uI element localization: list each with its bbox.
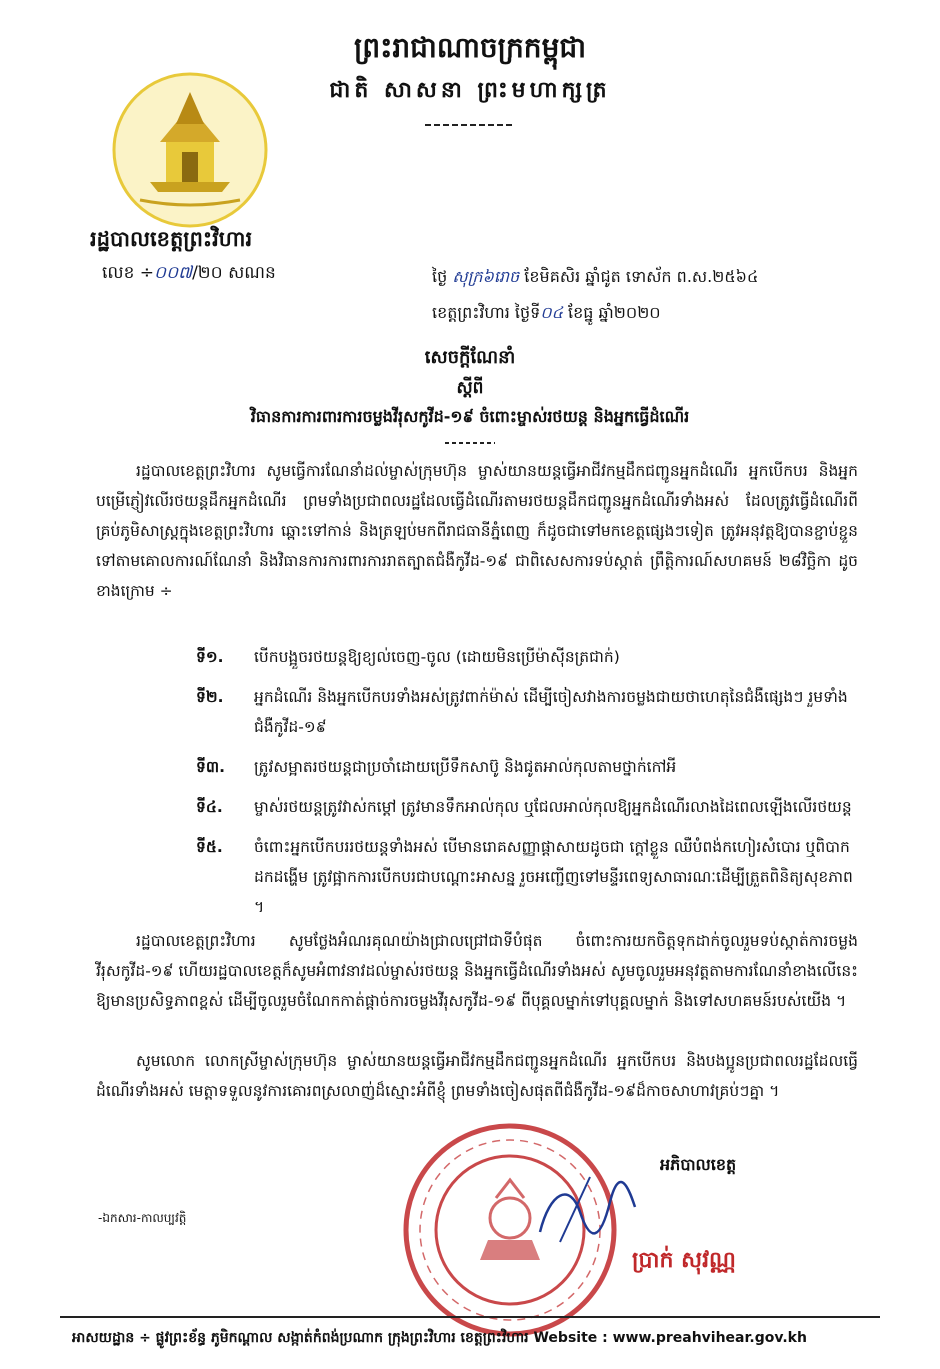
document-subject: វិធានការការពារការចម្លងវីរុសកូវីដ-១៩ ចំពោះម្ចាស់រថយន្ត និងអ្នកធ្វើដំណើរ (250, 407, 690, 426)
closing-paragraph: សូមលោក លោកស្រីម្ចាស់ក្រុមហ៊ុន ម្ចាស់យានយន្តធ្វើអាជីវកម្មដឹកជញ្ជូនអ្នកដំណើរ អ្នកបើកបរ និងបងប្អូនប្រជាពលរដ្ឋដែលធ្វើដំណើរទាំងអស់ មេត្តាទទួលនូវការគោរពស្រលាញ់ដ៏ស្មោះអំពីខ្ញុំ ព្រមទាំងចៀសផុតពីជំងឺកូវីដ-១៩ដ៏កាចសាហាវគ្រប់ៗគ្នា ។ (96, 1052, 858, 1100)
solar-prefix: ខេត្តព្រះវិហារ ថ្ងៃទី (432, 303, 541, 322)
item-text: ម្ចាស់រថយន្តត្រូវវាស់កម្តៅ ត្រូវមានទឹកអាល់កុល ឬជែលអាល់កុលឱ្យអ្នកដំណើរលាងដៃពេលឡើងលើរថយន្ត (254, 798, 852, 816)
lunar-prefix: ថ្ងៃ (432, 267, 448, 286)
item-number: ទី៥. (196, 838, 223, 856)
ref-number: ០០៧ (154, 263, 193, 283)
instruction-list (196, 642, 860, 932)
footer-address: អាសយដ្ឋាន ÷ ផ្លូវព្រះខ័ន្ធ ភូមិកណ្តាល សង្កាត់កំពង់ប្រណាក ក្រុងព្រះវិហារ ខេត្តព្រះវិហារ (72, 1330, 529, 1346)
issuing-authority: រដ្ឋបាលខេត្តព្រះវិហារ (90, 227, 253, 251)
signatory-title: អភិបាលខេត្ត (660, 1155, 737, 1174)
item-text: ត្រូវសម្អាតរថយន្តជាប្រចាំដោយប្រើទឹកសាប៊ូ និងជូតអាល់កុលតាមថ្នាក់កៅអី (254, 758, 677, 776)
ref-prefix: លេខ ÷ (102, 263, 155, 283)
footer-website[interactable]: Website : www.preahvihear.gov.kh (533, 1330, 807, 1346)
list-item (196, 792, 860, 822)
list-item (196, 832, 860, 922)
document-title: សេចក្តីណែនាំ (424, 347, 516, 368)
item-number: ទី៣. (196, 758, 225, 776)
national-motto: ជាតិ សាសនា ព្រះមហាក្សត្រ (329, 78, 611, 103)
list-item (196, 752, 860, 782)
footer-divider (60, 1316, 880, 1318)
ref-suffix: /២០ សណន (192, 263, 276, 283)
solar-day: ០៤ (540, 303, 563, 322)
handwritten-signature (530, 1172, 640, 1252)
solar-rest: ខែធ្នូ ឆ្នាំ២០២០ (568, 303, 661, 322)
list-item (196, 642, 860, 672)
provincial-emblem (110, 70, 270, 230)
item-number: ទី២. (196, 688, 224, 706)
kingdom-title: ព្រះរាជាណាចក្រកម្ពុជា (353, 31, 586, 64)
solar-date (432, 302, 661, 326)
item-text: ចំពោះអ្នកបើកបររថយន្តទាំងអស់ បើមានរោគសញ្ញាផ្តាសាយដូចជា ក្តៅខ្លួន ឈឺបំពង់កហៀរសំបោរ ឬពិបាកដកដង្ហើម ត្រូវផ្អាកការបើកបរជាបណ្តោះអាសន្ន រួចអញ្ជើញទៅមន្ទីរពេទ្យសាធារណៈដើម្បីត្រួតពិនិត្យសុខភាព ។ (254, 838, 853, 916)
item-text: អ្នកដំណើរ និងអ្នកបើកបរទាំងអស់ត្រូវពាក់ម៉ាស់ ដើម្បីចៀសវាងការចម្លងជាយថាហេតុនៃជំងឺផ្សេងៗ រួមទាំងជំងឺកូវីដ-១៩ (254, 688, 848, 736)
document-about: ស្តីពី (456, 378, 484, 398)
lunar-day: សុក្រ៦រោច (452, 267, 520, 286)
item-number: ទី៤. (196, 798, 223, 816)
archive-note: -ឯកសារ-កាលប្បវត្តិ (98, 1211, 187, 1225)
gratitude-paragraph: រដ្ឋបាលខេត្តព្រះវិហារ សូមថ្លែងអំណរគុណយ៉ាងជ្រាលជ្រៅជាទីបំផុត ចំពោះការយកចិត្តទុកដាក់ចូលរួមទប់ស្កាត់ការចម្លងវីរុសកូវីដ-១៩ ហើយរដ្ឋបាលខេត្តក៏សូមអំពាវនាវដល់ម្ចាស់រថយន្ត និងអ្នកធ្វើដំណើរទាំងអស់ សូមចូលរួមអនុវត្តតាមការណែនាំខាងលើនេះឱ្យមានប្រសិទ្ធភាពខ្ពស់ ដើម្បីចូលរួមចំណែកកាត់ផ្តាច់ការចម្លងវីរុសកូវីដ-១៩ ពីបុគ្គលម្នាក់ទៅបុគ្គលម្នាក់ និងទៅសហគមន៍របស់យើង ។ (96, 932, 858, 1010)
subject-ornament (440, 438, 500, 448)
item-number: ទី១. (196, 648, 224, 666)
list-item (196, 682, 860, 742)
signatory-name: ប្រាក់ សុវណ្ណ (632, 1248, 736, 1273)
lunar-rest: ខែមិគសិរ ឆ្នាំជូត ទោស័ក ព.ស.២៥៦៤ (524, 267, 759, 286)
footer (72, 1328, 892, 1349)
intro-paragraph: រដ្ឋបាលខេត្តព្រះវិហារ សូមធ្វើការណែនាំដល់ម្ចាស់ក្រុមហ៊ុន ម្ចាស់យានយន្តធ្វើអាជីវកម្មដឹកជញ្ជូនអ្នកដំណើរ អ្នកបើកបរ និងអ្នកបម្រើភ្ញៀវលើរថយន្តដឹកអ្នកដំណើរ ព្រមទាំងប្រជាពលរដ្ឋដែលធ្វើដំណើរតាមរថយន្តដឹកជញ្ជូនអ្នកដំណើរទាំងអស់ ដែលត្រូវធ្វើដំណើរពីគ្រប់ភូមិសាស្ត្រក្នុងខេត្តព្រះវិហារ ឆ្ពោះទៅកាន់ និងត្រឡប់មកពីរាជធានីភ្នំពេញ ក៏ដូចជាទៅមកខេត្តផ្សេងៗទៀត ត្រូវអនុវត្តឱ្យបានខ្ជាប់ខ្ជួនទៅតាមគោលការណ៍ណែនាំ និងវិធានការការពារការរាតត្បាតជំងឺកូវីដ-១៩ ជាពិសេសការទប់ស្កាត់ ព្រឹត្តិការណ៍សហគមន៍ ២៨វិច្ឆិកា ដូចខាងក្រោម ÷ (96, 462, 858, 600)
ornament-divider (420, 120, 520, 130)
reference-number (102, 262, 276, 287)
lunar-date (432, 266, 758, 290)
item-text: បើកបង្អួចរថយន្តឱ្យខ្យល់ចេញ-ចូល (ដោយមិនប្រើម៉ាស៊ីនត្រជាក់) (254, 648, 620, 666)
